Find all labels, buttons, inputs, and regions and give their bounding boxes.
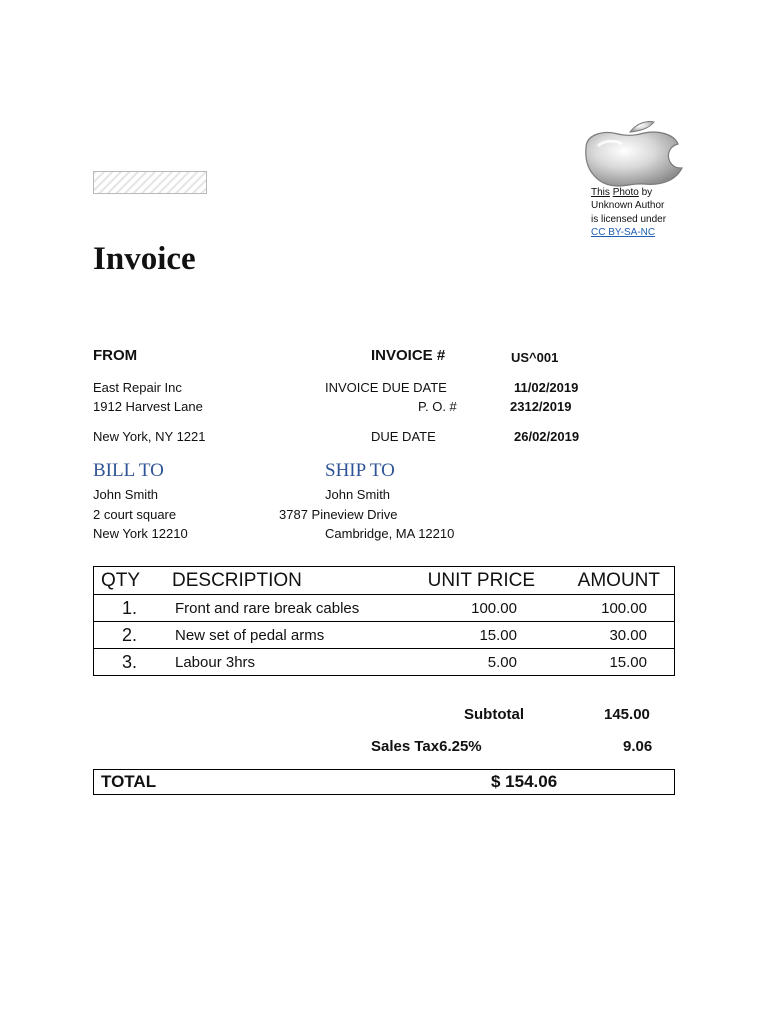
from-street: 1912 Harvest Lane [93,399,203,414]
from-label: FROM [93,347,138,364]
page-title: Invoice [93,241,196,277]
row-description: New set of pedal arms [165,622,407,649]
credit-licensed: is licensed under [591,213,667,225]
apple-photo [578,118,686,188]
from-company: East Repair Inc [93,380,182,395]
bill-to-street: 2 court square [93,507,177,522]
from-city: New York, NY 1221 [93,429,206,444]
sales-tax-value: 9.06 [623,738,653,755]
bill-to-label: BILL TO [93,460,164,481]
ship-to-street: 3787 Pineview Drive [279,507,398,522]
total-label: TOTAL [101,772,157,791]
subtotal-value: 145.00 [604,706,650,723]
ship-to-city: Cambridge, MA 12210 [325,526,455,541]
invoice-due-date-label: INVOICE DUE DATE [325,380,447,395]
total-box [93,769,675,795]
items-table [93,566,675,676]
due-date: 26/02/2019 [514,429,580,444]
ship-to-name: John Smith [325,487,391,502]
due-date-label: DUE DATE [371,429,436,444]
logo-placeholder [93,171,207,194]
po-number: 2312/2019 [510,399,572,414]
credit-license-link[interactable]: CC BY-SA-NC [591,226,656,238]
row-qty: 3. [94,649,166,676]
ship-to-label: SHIP TO [325,460,395,481]
credit-this[interactable]: This [591,187,610,198]
sales-tax-label: Sales Tax6.25% [371,738,482,755]
row-qty: 1. [94,595,166,622]
bill-to-city: New York 12210 [93,526,188,541]
header-description: DESCRIPTION [165,567,407,595]
row-amount: 15.00 [557,649,675,676]
row-unit-price: 100.00 [407,595,557,622]
table-header-row [94,567,675,595]
row-description: Front and rare break cables [165,595,407,622]
invoice-number: US^001 [511,350,559,365]
total-value: $ 154.06 [491,772,558,791]
credit-author: Unknown Author [591,200,665,212]
row-unit-price: 15.00 [407,622,557,649]
table-row [94,622,675,649]
invoice-due-date: 11/02/2019 [514,380,579,395]
row-amount: 30.00 [557,622,675,649]
table-row [94,595,675,622]
row-qty: 2. [94,622,166,649]
header-amount: AMOUNT [557,567,675,595]
credit-by: by [641,187,653,198]
row-description: Labour 3hrs [165,649,407,676]
header-qty: QTY [94,567,166,595]
row-unit-price: 5.00 [407,649,557,676]
po-label: P. O. # [418,399,457,414]
credit-photo-link[interactable]: Photo [612,187,639,198]
bill-to-name: John Smith [93,487,159,502]
invoice-number-label: INVOICE # [371,347,446,364]
photo-credit [591,186,666,239]
row-amount: 100.00 [557,595,675,622]
header-unit-price: UNIT PRICE [407,567,557,595]
table-row [94,649,675,676]
subtotal-label: Subtotal [464,706,524,723]
